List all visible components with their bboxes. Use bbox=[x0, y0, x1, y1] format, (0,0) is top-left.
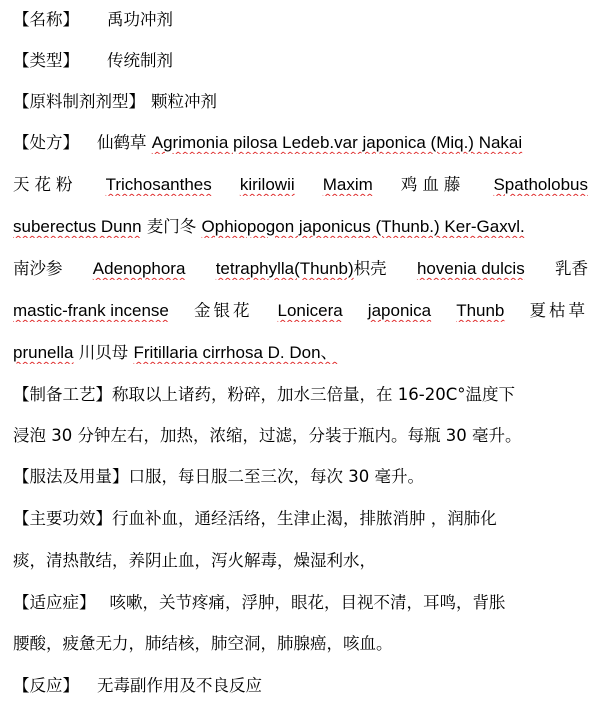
effects-row-1 bbox=[13, 508, 588, 530]
herb-cn: 天花粉 bbox=[13, 175, 78, 194]
herb-latin: Adenophora bbox=[92, 259, 186, 278]
usage-label: 【服法及用量】 bbox=[13, 467, 129, 486]
indications-label: 【适应症】 bbox=[13, 593, 96, 612]
reaction-row bbox=[13, 675, 588, 697]
process-label: 【制备工艺】 bbox=[13, 385, 112, 404]
effects-label: 【主要功效】 bbox=[13, 509, 112, 528]
process-row-2 bbox=[13, 425, 588, 447]
type-label: 【类型】 bbox=[13, 51, 79, 70]
herb-cn: 金银花 bbox=[193, 301, 253, 320]
herb-latin: Agrimonia pilosa Ledeb.var japonica (Miq.) Nakai bbox=[151, 133, 523, 152]
form-value: 颗粒冲剂 bbox=[151, 92, 217, 111]
herb-latin: tetraphylla(Thunb) bbox=[215, 259, 354, 278]
process-text: 称取以上诸药，粉碎，加水三倍量，在 16-20C°温度下 bbox=[112, 385, 515, 404]
prescription-row-1 bbox=[13, 132, 588, 154]
herb-latin: Maxim bbox=[322, 175, 373, 194]
name-value: 禹功冲剂 bbox=[107, 10, 173, 29]
indications-text: 咳嗽，关节疼痛，浮肿，眼花，目视不清，耳鸣，背胀 bbox=[109, 593, 506, 612]
name-label: 【名称】 bbox=[13, 10, 79, 29]
effects-text: 痰，清热散结，养阴止血，泻火解毒，燥湿利水， bbox=[13, 551, 376, 570]
effects-row-2 bbox=[13, 550, 588, 572]
herb-latin: Spatholobus bbox=[493, 175, 588, 194]
prescription-row-2 bbox=[13, 174, 588, 196]
herb-cn: 麦门冬 bbox=[146, 217, 197, 236]
herb-latin: Trichosanthes bbox=[105, 175, 212, 194]
herb-latin: Lonicera bbox=[277, 301, 343, 320]
herb-latin: hovenia dulcis bbox=[416, 259, 525, 278]
herb-latin: prunella bbox=[13, 343, 74, 362]
reaction-value: 无毒副作用及不良反应 bbox=[97, 676, 262, 695]
process-text: 浸泡 30 分钟左右，加热，浓缩，过滤，分装于瓶内。每瓶 30 毫升。 bbox=[13, 426, 522, 445]
herb-latin: suberectus Dunn bbox=[13, 217, 142, 236]
herb-cn: 鸡血藤 bbox=[400, 175, 466, 194]
indications-text: 腰酸，疲惫无力，肺结核，肺空洞，肺腺癌，咳血。 bbox=[13, 634, 393, 653]
herb-cn: 夏枯草 bbox=[529, 301, 588, 320]
herb-latin: Ophiopogon japonicus (Thunb.) Ker-Gaxvl. bbox=[201, 217, 525, 236]
process-row-1 bbox=[13, 384, 588, 406]
type-row bbox=[13, 50, 588, 72]
prescription-row-6 bbox=[13, 342, 588, 364]
prescription-label: 【处方】 bbox=[13, 133, 79, 152]
usage-value: 口服，每日服二至三次，每次 30 毫升。 bbox=[128, 467, 424, 486]
reaction-label: 【反应】 bbox=[13, 676, 79, 695]
herb-pair bbox=[216, 258, 387, 280]
name-row bbox=[13, 9, 588, 31]
indications-row-1 bbox=[13, 592, 588, 614]
type-value: 传统制剂 bbox=[107, 51, 173, 70]
herb-cn: 枳壳 bbox=[353, 259, 387, 278]
herb-cn: 仙鹤草 bbox=[97, 133, 147, 152]
effects-text: 行血补血，通经活络，生津止渴，排脓消肿 ，润肺化 bbox=[112, 509, 497, 528]
form-label: 【原料制剂剂型】 bbox=[13, 92, 145, 111]
herb-cn: 川贝母 bbox=[78, 343, 129, 362]
prescription-row-5 bbox=[13, 300, 588, 322]
herb-latin: japonica bbox=[367, 301, 432, 320]
herb-latin: Fritillaria cirrhosa D. Don、 bbox=[133, 343, 338, 362]
herb-latin: mastic-frank incense bbox=[13, 301, 169, 320]
herb-latin: kirilowii bbox=[239, 175, 295, 194]
usage-row bbox=[13, 466, 588, 488]
indications-row-2 bbox=[13, 633, 588, 655]
form-row bbox=[13, 91, 588, 113]
herb-latin: Thunb bbox=[456, 301, 505, 320]
prescription-row-3 bbox=[13, 216, 588, 238]
herb-cn: 乳香 bbox=[554, 259, 588, 278]
herb-cn: 南沙参 bbox=[13, 259, 63, 278]
prescription-row-4 bbox=[13, 258, 588, 280]
